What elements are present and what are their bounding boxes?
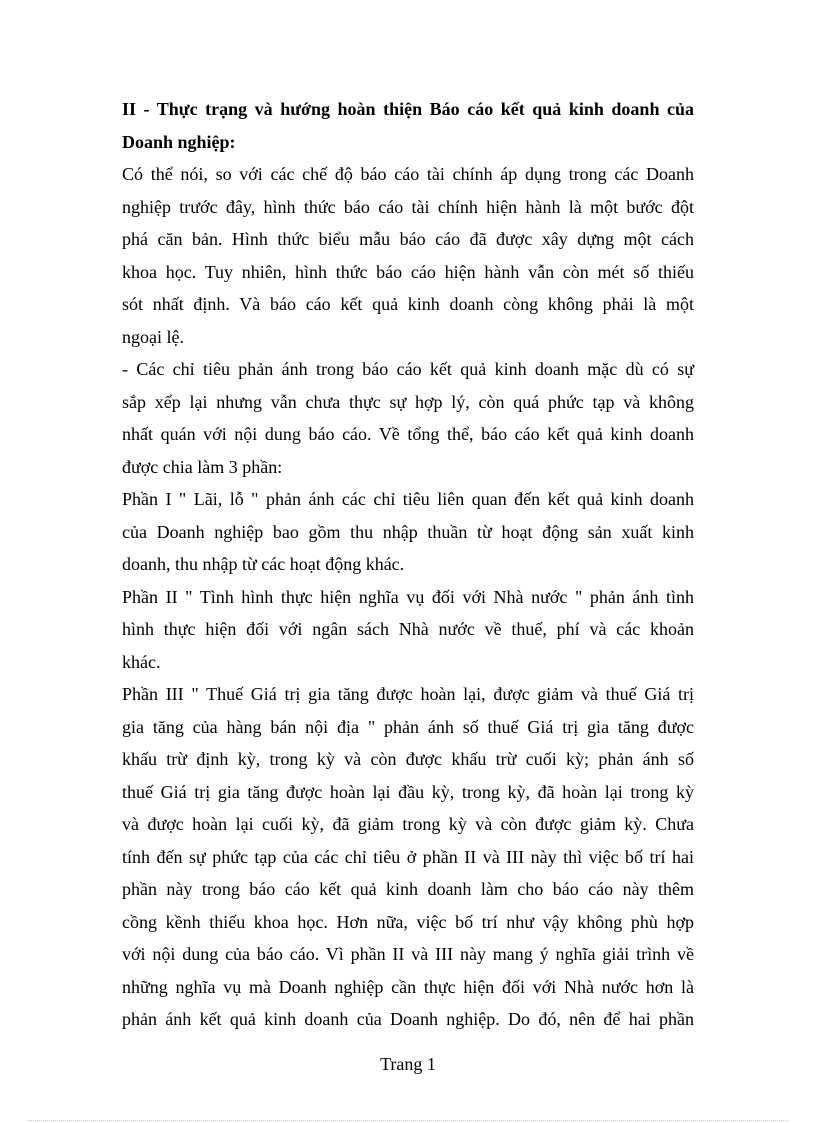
paragraph-line: gia tăng của hàng bán nội địa " phản ánh số thuế Giá trị gia tăng được (122, 716, 694, 737)
paragraph-line: khác. (122, 651, 161, 672)
paragraph-line: hình thực hiện đối với ngân sách Nhà nước về thuế, phí và các khoản (122, 619, 694, 639)
paragraph-line: thuế Giá trị gia tăng được hoàn lại đầu kỳ, trong kỳ, đã hoàn lại trong kỳ (122, 781, 694, 802)
paragraph-line: với nội dung của báo cáo. Vì phần II và III này mang ý nghĩa giải trình về (122, 944, 694, 964)
paragraph-line: Phần II " Tình hình thực hiện nghĩa vụ đối với Nhà nước " phản ánh tình (122, 586, 694, 607)
paragraph-line: và được hoàn lại cuối kỳ, đã giảm trong kỳ và còn được giảm kỳ. Chưa (122, 814, 694, 834)
paragraph-line: Phần III " Thuế Giá trị gia tăng được hoàn lại, được giảm và thuế Giá trị (122, 684, 694, 704)
paragraph-line: phá căn bản. Hình thức biểu mẫu báo cáo đã được xây dựng một cách (122, 229, 694, 249)
document-body (122, 93, 694, 1036)
page-footer: Trang 1 (380, 1054, 436, 1074)
paragraph-line: doanh, thu nhập từ các hoạt động khác. (122, 554, 405, 574)
paragraph-line: Có thể nói, so với các chế độ báo cáo tài chính áp dụng trong các Doanh (122, 164, 694, 184)
paragraph-line: sót nhất định. Và báo cáo kết quả kinh doanh còng không phải là một (122, 294, 694, 314)
paragraph-line: những nghĩa vụ mà Doanh nghiệp cần thực hiện đối với Nhà nước hơn là (122, 976, 694, 997)
paragraph-line: khấu trừ định kỳ, trong kỳ và còn được khấu trừ cuối kỳ; phản ánh số (122, 749, 694, 769)
paragraph-line: cồng kềnh thiếu khoa học. Hơn nữa, việc bố trí như vậy không phù hợp (122, 911, 694, 932)
paragraph-line: nghiệp trước đây, hình thức báo cáo tài chính hiện hành là một bước đột (122, 196, 694, 217)
paragraph-line: tính đến sự phức tạp của các chỉ tiêu ở phần II và III này thì việc bố trí hai (122, 846, 694, 867)
paragraph-line: ngoại lệ. (122, 326, 184, 347)
paragraph-line: sắp xếp lại nhưng vẫn chưa thực sự hợp lý, còn quá phức tạp và không (122, 391, 694, 412)
paragraph-line: được chia làm 3 phần: (122, 456, 283, 477)
page-edge-divider (28, 1120, 788, 1121)
heading-line: Doanh nghiệp: (122, 131, 236, 152)
paragraph-line: Phần I " Lãi, lỗ " phản ánh các chỉ tiêu liên quan đến kết quả kinh doanh (122, 489, 694, 509)
paragraph-line: nhất quán với nội dung báo cáo. Về tổng thể, báo cáo kết quả kinh doanh (122, 424, 694, 444)
paragraph-line: phản ánh kết quả kinh doanh của Doanh nghiệp. Do đó, nên để hai phần (122, 1009, 694, 1029)
paragraph-line: của Doanh nghiệp bao gồm thu nhập thuần từ hoạt động sản xuất kinh (122, 521, 694, 542)
paragraph-line: phần này trong báo cáo kết quả kinh doanh làm cho báo cáo này thêm (122, 879, 694, 899)
heading-line: II - Thực trạng và hướng hoàn thiện Báo cáo kết quả kinh doanh của (122, 99, 694, 119)
paragraph-line: - Các chỉ tiêu phản ánh trong báo cáo kết quả kinh doanh mặc dù có sự (122, 359, 694, 379)
paragraph-line: khoa học. Tuy nhiên, hình thức báo cáo hiện hành vẫn còn mét số thiếu (122, 261, 694, 282)
